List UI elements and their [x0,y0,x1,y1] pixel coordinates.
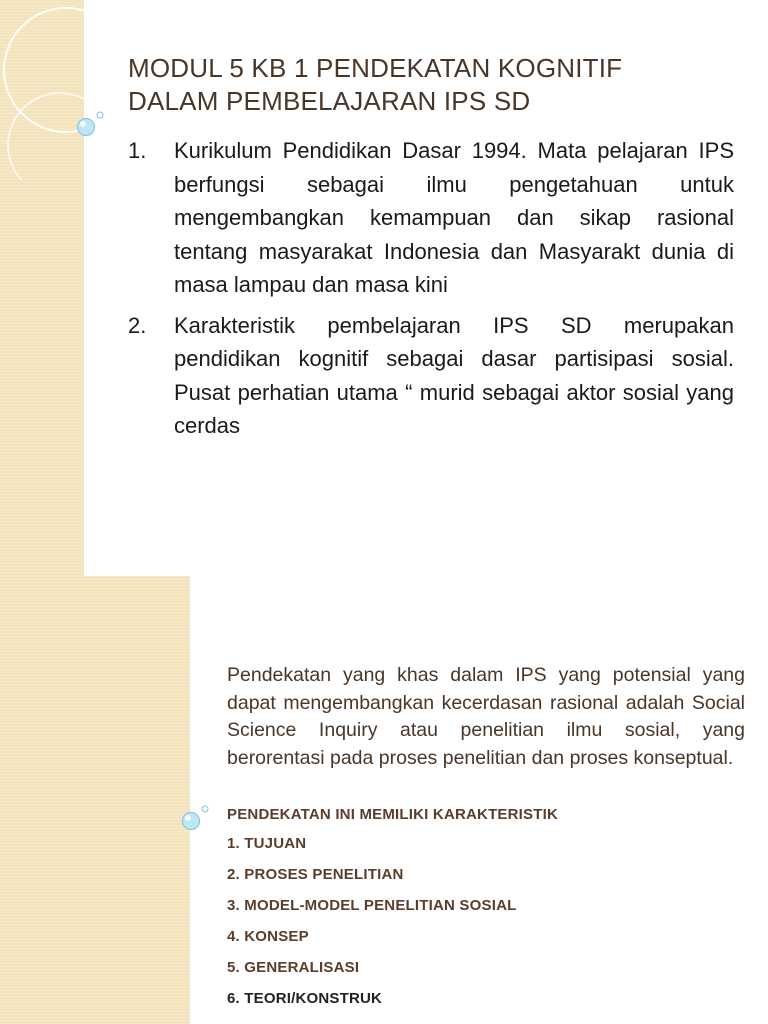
list-item-number: 2. [128,312,147,338]
slide-2 [0,576,768,1024]
title-line-1: MODUL 5 KB 1 PENDEKATAN KOGNITIF [128,53,623,83]
numbered-list [128,134,734,443]
list-item: 4. KONSEP [227,928,309,945]
characteristics-heading: PENDEKATAN INI MEMILIKI KARAKTERISTIK [227,806,559,823]
intro-paragraph: Pendekatan yang khas dalam IPS yang potensial yang dapat mengembangkan kecerdasan rasional adalah Social Science Inquiry atau penelitian ilmu sosial, yang berorentasi pada proses penelitian dan proses konseptual. [227,664,745,769]
list-item-text: Kurikulum Pendidikan Dasar 1994. Mata pelajaran IPS berfungsi sebagai ilmu pengetahuan untuk mengembangkan kemampuan dan sikap rasional tentang masyarakat Indonesia dan Masyarakt dunia di masa lampau dan masa kini [174,138,734,297]
decorative-bubble-icon [0,576,230,1024]
list-item: 2. PROSES PENELITIAN [227,866,404,883]
list-item-number: 1. [128,138,147,163]
list-item [128,134,734,302]
list-item: 5. GENERALISASI [227,959,360,976]
list-item-text: Karakteristik pembelajaran IPS SD merupakan pendidikan kognitif sebagai dasar partisipasi sosial. Pusat perhatian utama “ murid sebagai aktor sosial yang cerdas [174,312,734,438]
list-item: 3. MODEL-MODEL PENELITIAN SOSIAL [227,897,517,914]
list-item: 1. TUJUAN [227,835,307,852]
list-item: 6. TEORI/KONSTRUK [227,990,383,1007]
title-line-2: DALAM PEMBELAJARAN IPS SD [128,86,531,116]
slide-title [128,52,738,118]
characteristics-list [227,834,516,1020]
list-item [128,309,734,443]
